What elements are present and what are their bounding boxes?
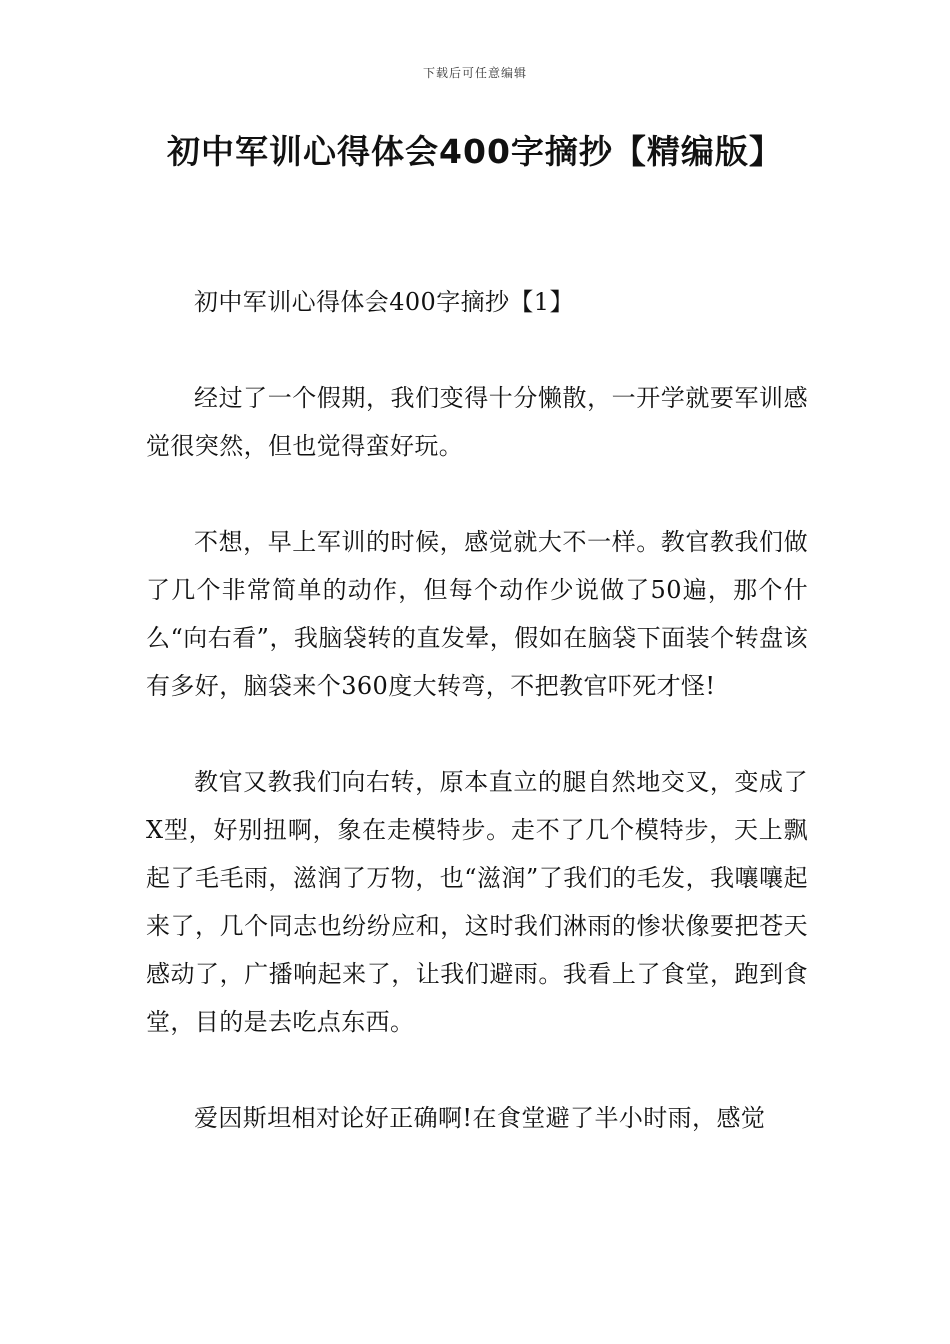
paragraph: 经过了一个假期，我们变得十分懒散，一开学就要军训感觉很突然，但也觉得蛮好玩。	[146, 384, 808, 460]
paragraph: 不想，早上军训的时候，感觉就大不一样。教官教我们做了几个非常简单的动作，但每个动作少说做了50遍，那个什么“向右看”，我脑袋转的直发晕，假如在脑袋下面装个转盘该有多好，脑袋来个360度大转弯，不把教官吓死才怪!	[146, 528, 808, 700]
header-note: 下载后可任意编辑	[422, 66, 527, 80]
document-title: 初中军训心得体会400字摘抄【精编版】	[167, 132, 783, 171]
paragraph: 爱因斯坦相对论好正确啊!在食堂避了半小时雨，感觉	[194, 1104, 766, 1132]
paragraph: 教官又教我们向右转，原本直立的腿自然地交叉，变成了X型，好别扭啊，象在走模特步。走不了几个模特步，天上飘起了毛毛雨，滋润了万物，也“滋润”了我们的毛发，我嚷嚷起来了，几个同志也纷纷应和，这时我们淋雨的惨状像要把苍天感动了，广播响起来了，让我们避雨。我看上了食堂，跑到食堂，目的是去吃点东西。	[146, 768, 808, 1036]
section-heading: 初中军训心得体会400字摘抄【1】	[194, 288, 574, 316]
document-body	[146, 278, 808, 1190]
